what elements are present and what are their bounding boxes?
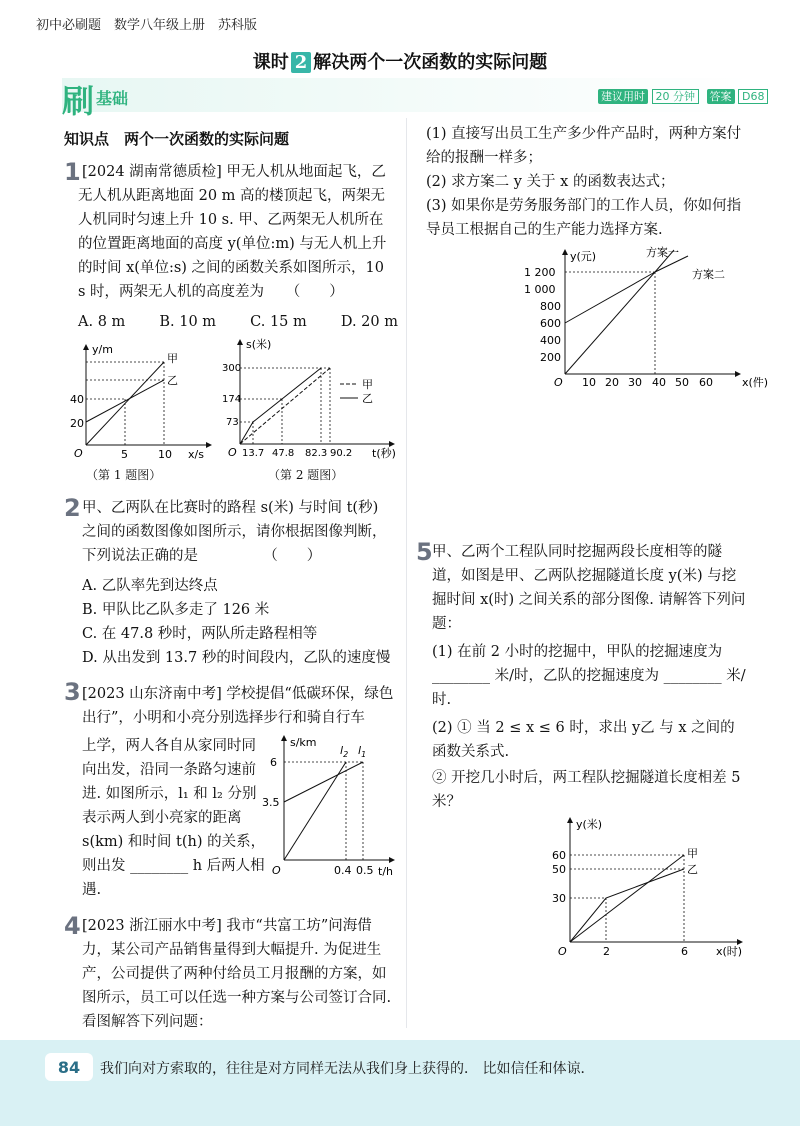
q2-option-a: A. 乙队率先到达终点 bbox=[82, 578, 218, 594]
page-number: 84 bbox=[45, 1053, 93, 1081]
q4-sub1: (1) 直接写出员工生产多少件产品时，两种方案付给的报酬一样多； bbox=[426, 126, 742, 166]
y-axis-label: y/m bbox=[92, 343, 113, 356]
legend-label-yi: 乙 bbox=[362, 392, 373, 405]
q1-option-b: B. 10 m bbox=[159, 314, 217, 330]
y-tick-label: 1 000 bbox=[524, 283, 556, 296]
time-label: 建议用时 bbox=[598, 89, 648, 104]
lesson-title bbox=[0, 48, 800, 74]
line-l2 bbox=[284, 762, 346, 860]
q5-number: 5 bbox=[416, 538, 433, 566]
series-label-yi: 乙 bbox=[167, 374, 178, 387]
x-axis-label: x(件) bbox=[742, 376, 769, 389]
x-tick-label: 40 bbox=[652, 376, 666, 389]
q3-text-head: [2023 山东济南中考] 学校提倡“低碳环保，绿色出行”，小明和小亮分别选择步行和骑自行车 bbox=[82, 686, 394, 726]
q2-option-d: D. 从出发到 13.7 秒的时间段内，乙队的速度慢 bbox=[82, 650, 391, 666]
origin-label: O bbox=[558, 945, 567, 958]
x-tick-label: 90.2 bbox=[330, 448, 353, 459]
series-label-jia: 甲 bbox=[687, 847, 698, 860]
y-tick-label: 300 bbox=[222, 363, 242, 374]
y-tick-label: 200 bbox=[540, 351, 561, 364]
series-jia-line bbox=[240, 368, 330, 444]
series-yi-line bbox=[570, 869, 684, 942]
x-tick-label: 82.3 bbox=[305, 448, 328, 459]
footer-band bbox=[0, 1040, 800, 1126]
q2-option-c: C. 在 47.8 秒时，两队所走路程相等 bbox=[82, 626, 318, 642]
y-tick-label: 174 bbox=[222, 394, 242, 405]
q2-text: 甲、乙两队在比赛时的路程 s(米) 与时间 t(秒) 之间的函数图像如图所示，请你根据图像判断，下列说法正确的是 （ ） bbox=[82, 500, 387, 564]
q3-number: 3 bbox=[64, 678, 81, 706]
q1-option-a: A. 8 m bbox=[78, 314, 126, 330]
chart-q2 bbox=[222, 336, 398, 460]
x-tick-label: 6 bbox=[681, 945, 688, 958]
q1-figure-caption: （第 1 题图） bbox=[86, 468, 162, 482]
time-badge bbox=[598, 88, 768, 104]
q5-sub1: (1) 在前 2 小时的挖掘中，甲队的挖掘速度为 ________ 米/时，乙队的挖掘速度为 ________ 米/时. bbox=[432, 644, 746, 708]
x-tick-label: 60 bbox=[699, 376, 713, 389]
q1-options bbox=[78, 310, 398, 334]
series-yi-line bbox=[240, 368, 321, 444]
y-tick-label: 40 bbox=[70, 393, 84, 406]
q4-sub3: (3) 如果你是劳务服务部门的工作人员，你如何指导员工根据自己的生产能力选择方案. bbox=[426, 198, 742, 238]
column-divider bbox=[406, 118, 407, 1028]
x-tick-label: 5 bbox=[121, 448, 128, 460]
series-plan1-line bbox=[565, 272, 655, 374]
series-label-yi: 乙 bbox=[687, 863, 698, 876]
x-tick-label: 0.5 bbox=[356, 864, 374, 877]
x-tick-label: 0.4 bbox=[334, 864, 352, 877]
line-l1-label: $l_1$ bbox=[358, 744, 367, 759]
section-basic-label: 基础 bbox=[96, 89, 129, 108]
y-tick-label: 73 bbox=[226, 417, 239, 428]
lesson-prefix: 课时 bbox=[252, 52, 289, 73]
y-axis-label: y(元) bbox=[570, 250, 597, 263]
x-axis-label: x(时) bbox=[716, 945, 743, 958]
series-label-plan1: 方案一 bbox=[646, 246, 679, 259]
x-tick-label: 50 bbox=[675, 376, 689, 389]
y-axis-label: s/km bbox=[290, 736, 317, 749]
chart-q4 bbox=[510, 244, 772, 394]
time-value: 20 分钟 bbox=[652, 89, 700, 104]
y-tick-label: 30 bbox=[552, 892, 566, 905]
answer-label: 答案 bbox=[707, 89, 735, 104]
x-axis-label: t/h bbox=[378, 865, 393, 878]
line-l1 bbox=[284, 762, 363, 802]
y-tick-label: 600 bbox=[540, 317, 561, 330]
chart-q3 bbox=[262, 732, 398, 880]
series-label-plan2: 方案二 bbox=[692, 268, 725, 281]
q4-text: [2023 浙江丽水中考] 我市“共富工坊”问海借力，某公司产品销售量得到大幅提升. 为促进生产，公司提供了两种付给员工月报酬的方案，如图所示，员工可以任选一种方案与公司签订合同. 看图解答下列问题： bbox=[82, 918, 392, 1030]
series-plan2-line bbox=[565, 272, 655, 323]
q2-number: 2 bbox=[64, 494, 81, 522]
answer-value: D68 bbox=[738, 89, 768, 104]
q2-option-b: B. 甲队比乙队多走了 126 米 bbox=[82, 602, 270, 618]
y-tick-label: 800 bbox=[540, 300, 561, 313]
q3-text-body: 上学，两人各自从家同时同向出发，沿同一条路匀速前进. 如图所示，l₁ 和 l₂ 分别表示两人到小亮家的距离 s(km) 和时间 t(h) 的关系，则出发 ________ h 后两人相遇. bbox=[82, 738, 266, 898]
y-tick-label: 60 bbox=[552, 849, 566, 862]
origin-label: O bbox=[272, 864, 281, 877]
y-axis-label: s(米) bbox=[246, 338, 272, 351]
origin-label: O bbox=[554, 376, 563, 389]
x-tick-label: 2 bbox=[603, 945, 610, 958]
q2-figure-caption: （第 2 题图） bbox=[268, 468, 344, 482]
line-l2-label: $l_2$ bbox=[340, 744, 349, 759]
y-tick-label: 6 bbox=[270, 756, 277, 769]
q1-option-d: D. 20 m bbox=[340, 314, 398, 330]
x-tick-label: 30 bbox=[628, 376, 642, 389]
x-tick-label: 10 bbox=[582, 376, 596, 389]
x-tick-label: 47.8 bbox=[272, 448, 295, 459]
series-label-jia: 甲 bbox=[167, 352, 178, 365]
book-title: 初中必刷题 数学八年级上册 苏科版 bbox=[36, 18, 258, 33]
brush-logo: 刷 bbox=[62, 82, 95, 120]
origin-label: O bbox=[74, 447, 83, 460]
y-tick-label: 400 bbox=[540, 334, 561, 347]
q1-number: 1 bbox=[64, 158, 81, 186]
x-tick-label: 13.7 bbox=[242, 448, 265, 459]
q5-sub2a: (2) ① 当 2 ≤ x ≤ 6 时，求出 y乙 与 x 之间的函数关系式. bbox=[432, 720, 735, 760]
y-tick-label: 50 bbox=[552, 863, 566, 876]
knowledge-point: 知识点 两个一次函数的实际问题 bbox=[64, 130, 290, 148]
q1-text: [2024 湖南常德质检] 甲无人机从地面起飞，乙无人机从距离地面 20 m 高的楼顶起飞，两架无人机同时匀速上升 10 s. 甲、乙两架无人机所在的位置距离地面的高度 y(单位:m) 与无人机上升的时间 x(单位:s) 之间的函数关系如图所示，10 s 时，两架无人机的高度差为 （ ） bbox=[78, 164, 387, 300]
x-axis-label: t(秒) bbox=[372, 447, 396, 460]
y-tick-label: 20 bbox=[70, 417, 84, 430]
x-tick-label: 20 bbox=[605, 376, 619, 389]
lesson-title-text: 解决两个一次函数的实际问题 bbox=[313, 52, 548, 73]
q2-options bbox=[82, 574, 398, 670]
book-header bbox=[36, 14, 257, 33]
y-axis-label: y(米) bbox=[576, 818, 603, 831]
q4-sub2: (2) 求方案二 y 关于 x 的函数表达式； bbox=[426, 174, 675, 190]
y-tick-label: 1 200 bbox=[524, 266, 556, 279]
legend-label-jia: 甲 bbox=[362, 378, 373, 391]
chart-q5 bbox=[546, 814, 776, 964]
chart-q1 bbox=[66, 340, 216, 460]
x-axis-label: x/s bbox=[188, 448, 204, 460]
y-tick-label: 3.5 bbox=[262, 796, 280, 809]
origin-label: O bbox=[228, 446, 237, 459]
footer-quote: 我们向对方索取的，往往是对方同样无法从我们身上获得的． 比如信任和体谅． bbox=[100, 1061, 595, 1077]
q4-number: 4 bbox=[64, 912, 81, 940]
lesson-number-badge: 2 bbox=[291, 52, 312, 73]
q5-text: 甲、乙两个工程队同时挖掘两段长度相等的隧道，如图是甲、乙两队挖掘隧道长度 y(米) 与挖掘时间 x(时) 之间关系的部分图像. 请解答下列问题： bbox=[432, 544, 746, 632]
q1-option-c: C. 15 m bbox=[250, 314, 307, 330]
series-jia-line bbox=[570, 855, 684, 942]
x-tick-label: 10 bbox=[158, 448, 172, 460]
q5-sub2b: ② 开挖几小时后，两工程队挖掘隧道长度相差 5 米？ bbox=[432, 770, 741, 810]
